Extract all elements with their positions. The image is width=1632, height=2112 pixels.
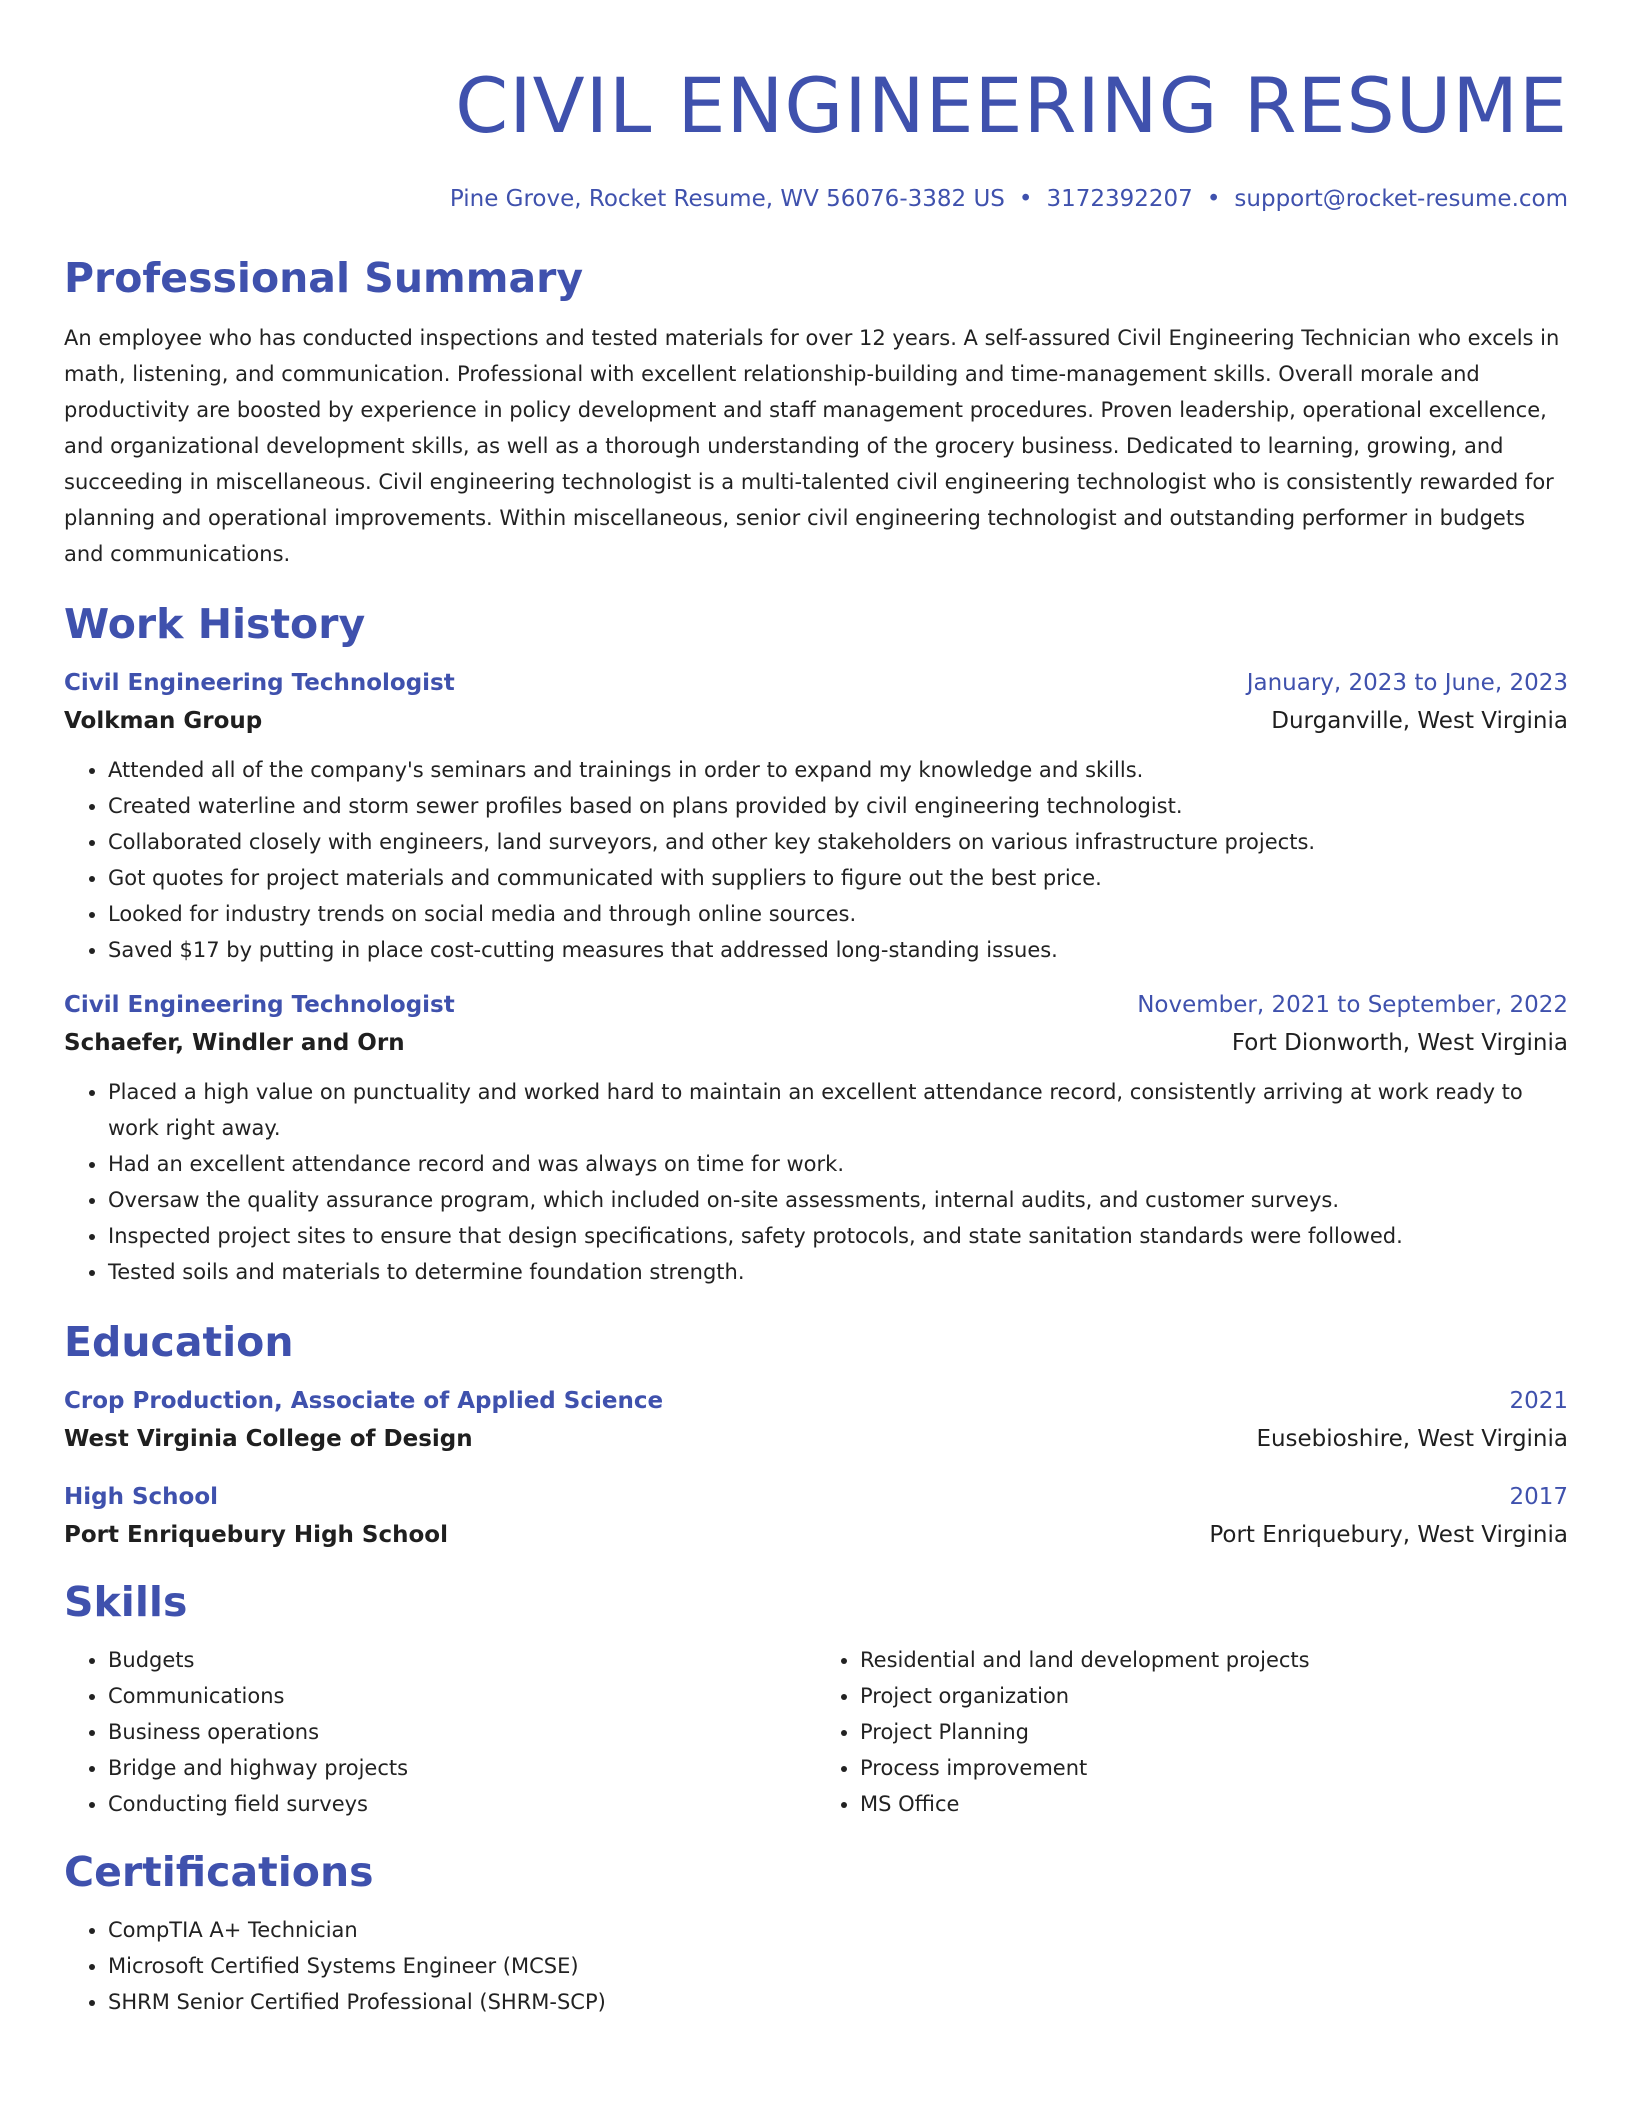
job-bullet: • Saved $17 by putting in place cost-cutting measures that addressed long-standing issues. <box>108 932 1568 968</box>
education-school: Port Enriquebury High School <box>64 1522 448 1548</box>
education-location: Port Enriquebury, West Virginia <box>1209 1522 1568 1548</box>
certification-item: • Microsoft Certified Systems Engineer (MCSE) <box>108 1948 1568 1984</box>
education-year: 2017 <box>1509 1484 1568 1510</box>
contact-separator: • <box>1018 186 1033 212</box>
resume-title: CIVIL ENGINEERING RESUME <box>455 61 1568 150</box>
job-bullet: • Got quotes for project materials and communicated with suppliers to figure out the best price. <box>108 860 1568 896</box>
certification-item: • SHRM Senior Certified Professional (SHRM-SCP) <box>108 1984 1568 2020</box>
summary-text: An employee who has conducted inspections and tested materials for over 12 years. A self-assured Civil Engineering Technician who excels in math, listening, and communication. Professional with excellent relationship-building and time-management skills. Overall morale and productivity are boosted by experience in policy development and staff management procedures. Proven leadership, operational excellence, and organizational development skills, as well as a thorough understanding of the grocery business. Dedicated to learning, growing, and succeeding in miscellaneous. Civil engineering technologist is a multi-talented civil engineering technologist who is consistently rewarded for planning and operational improvements. Within miscellaneous, senior civil engineering technologist and outstanding performer in budgets and communications. <box>64 326 1560 566</box>
job-bullet: • Collaborated closely with engineers, land surveyors, and other key stakeholders on various infrastructure projects. <box>108 824 1568 860</box>
skill-item: • Business operations <box>108 1714 816 1750</box>
job-bullet: • Looked for industry trends on social media and through online sources. <box>108 896 1568 932</box>
certification-item: • CompTIA A+ Technician <box>108 1912 1568 1948</box>
education-degree: High School <box>64 1484 219 1510</box>
job-bullet: • Had an excellent attendance record and was always on time for work. <box>108 1146 1568 1182</box>
skill-item: • Communications <box>108 1678 816 1714</box>
education-entry <box>64 1478 1568 1554</box>
work-history-heading: Work History <box>64 600 366 648</box>
job-location: Durganville, West Virginia <box>1271 708 1568 734</box>
skill-item: • Project Planning <box>860 1714 1568 1750</box>
job-bullet: • Created waterline and storm sewer profiles based on plans provided by civil engineering technologist. <box>108 788 1568 824</box>
education-location: Eusebioshire, West Virginia <box>1256 1426 1568 1452</box>
certifications-list <box>64 1912 1568 2020</box>
skill-item: • Conducting field surveys <box>108 1786 816 1822</box>
education-year: 2021 <box>1509 1388 1568 1414</box>
job-bullet: • Placed a high value on punctuality and worked hard to maintain an excellent attendance record, consistently arriving at work ready to work right away. <box>108 1074 1568 1146</box>
contact-email[interactable]: support@rocket-resume.com <box>1234 186 1568 212</box>
contact-separator: • <box>1206 186 1221 212</box>
contact-line <box>64 182 1568 216</box>
job-dates: January, 2023 to June, 2023 <box>1246 670 1568 696</box>
skill-item: • MS Office <box>860 1786 1568 1822</box>
job-bullet: • Tested soils and materials to determine foundation strength. <box>108 1254 1568 1290</box>
job-bullet: • Oversaw the quality assurance program, which included on-site assessments, internal audits, and customer surveys. <box>108 1182 1568 1218</box>
job-bullet: • Attended all of the company's seminars and trainings in order to expand my knowledge and skills. <box>108 752 1568 788</box>
job-entry <box>64 664 1568 968</box>
job-entry <box>64 986 1568 1290</box>
contact-phone: 3172392207 <box>1046 186 1193 212</box>
skill-item: • Bridge and highway projects <box>108 1750 816 1786</box>
skill-item: • Budgets <box>108 1642 816 1678</box>
education-school: West Virginia College of Design <box>64 1426 473 1452</box>
job-dates: November, 2021 to September, 2022 <box>1137 992 1568 1018</box>
job-location: Fort Dionworth, West Virginia <box>1231 1030 1568 1056</box>
skill-item: • Project organization <box>860 1678 1568 1714</box>
contact-address: Pine Grove, Rocket Resume, WV 56076-3382 US <box>449 186 1005 212</box>
job-bullets <box>64 1074 1568 1290</box>
skill-item: • Process improvement <box>860 1750 1568 1786</box>
skill-item: • Residential and land development projects <box>860 1642 1568 1678</box>
certifications-heading: Certifications <box>64 1848 374 1896</box>
summary-heading: Professional Summary <box>64 254 584 302</box>
job-bullets <box>64 752 1568 968</box>
education-entry <box>64 1382 1568 1458</box>
skills-heading: Skills <box>64 1578 188 1626</box>
job-bullet: • Inspected project sites to ensure that design specifications, safety protocols, and state sanitation standards were followed. <box>108 1218 1568 1254</box>
skills-list-right <box>816 1642 1568 1822</box>
job-company: Volkman Group <box>64 708 263 734</box>
job-company: Schaefer, Windler and Orn <box>64 1030 405 1056</box>
skills-columns <box>64 1642 1568 1822</box>
education-degree: Crop Production, Associate of Applied Science <box>64 1388 664 1414</box>
job-role: Civil Engineering Technologist <box>64 670 455 696</box>
job-role: Civil Engineering Technologist <box>64 992 455 1018</box>
education-heading: Education <box>64 1318 294 1366</box>
skills-list-left <box>64 1642 816 1822</box>
